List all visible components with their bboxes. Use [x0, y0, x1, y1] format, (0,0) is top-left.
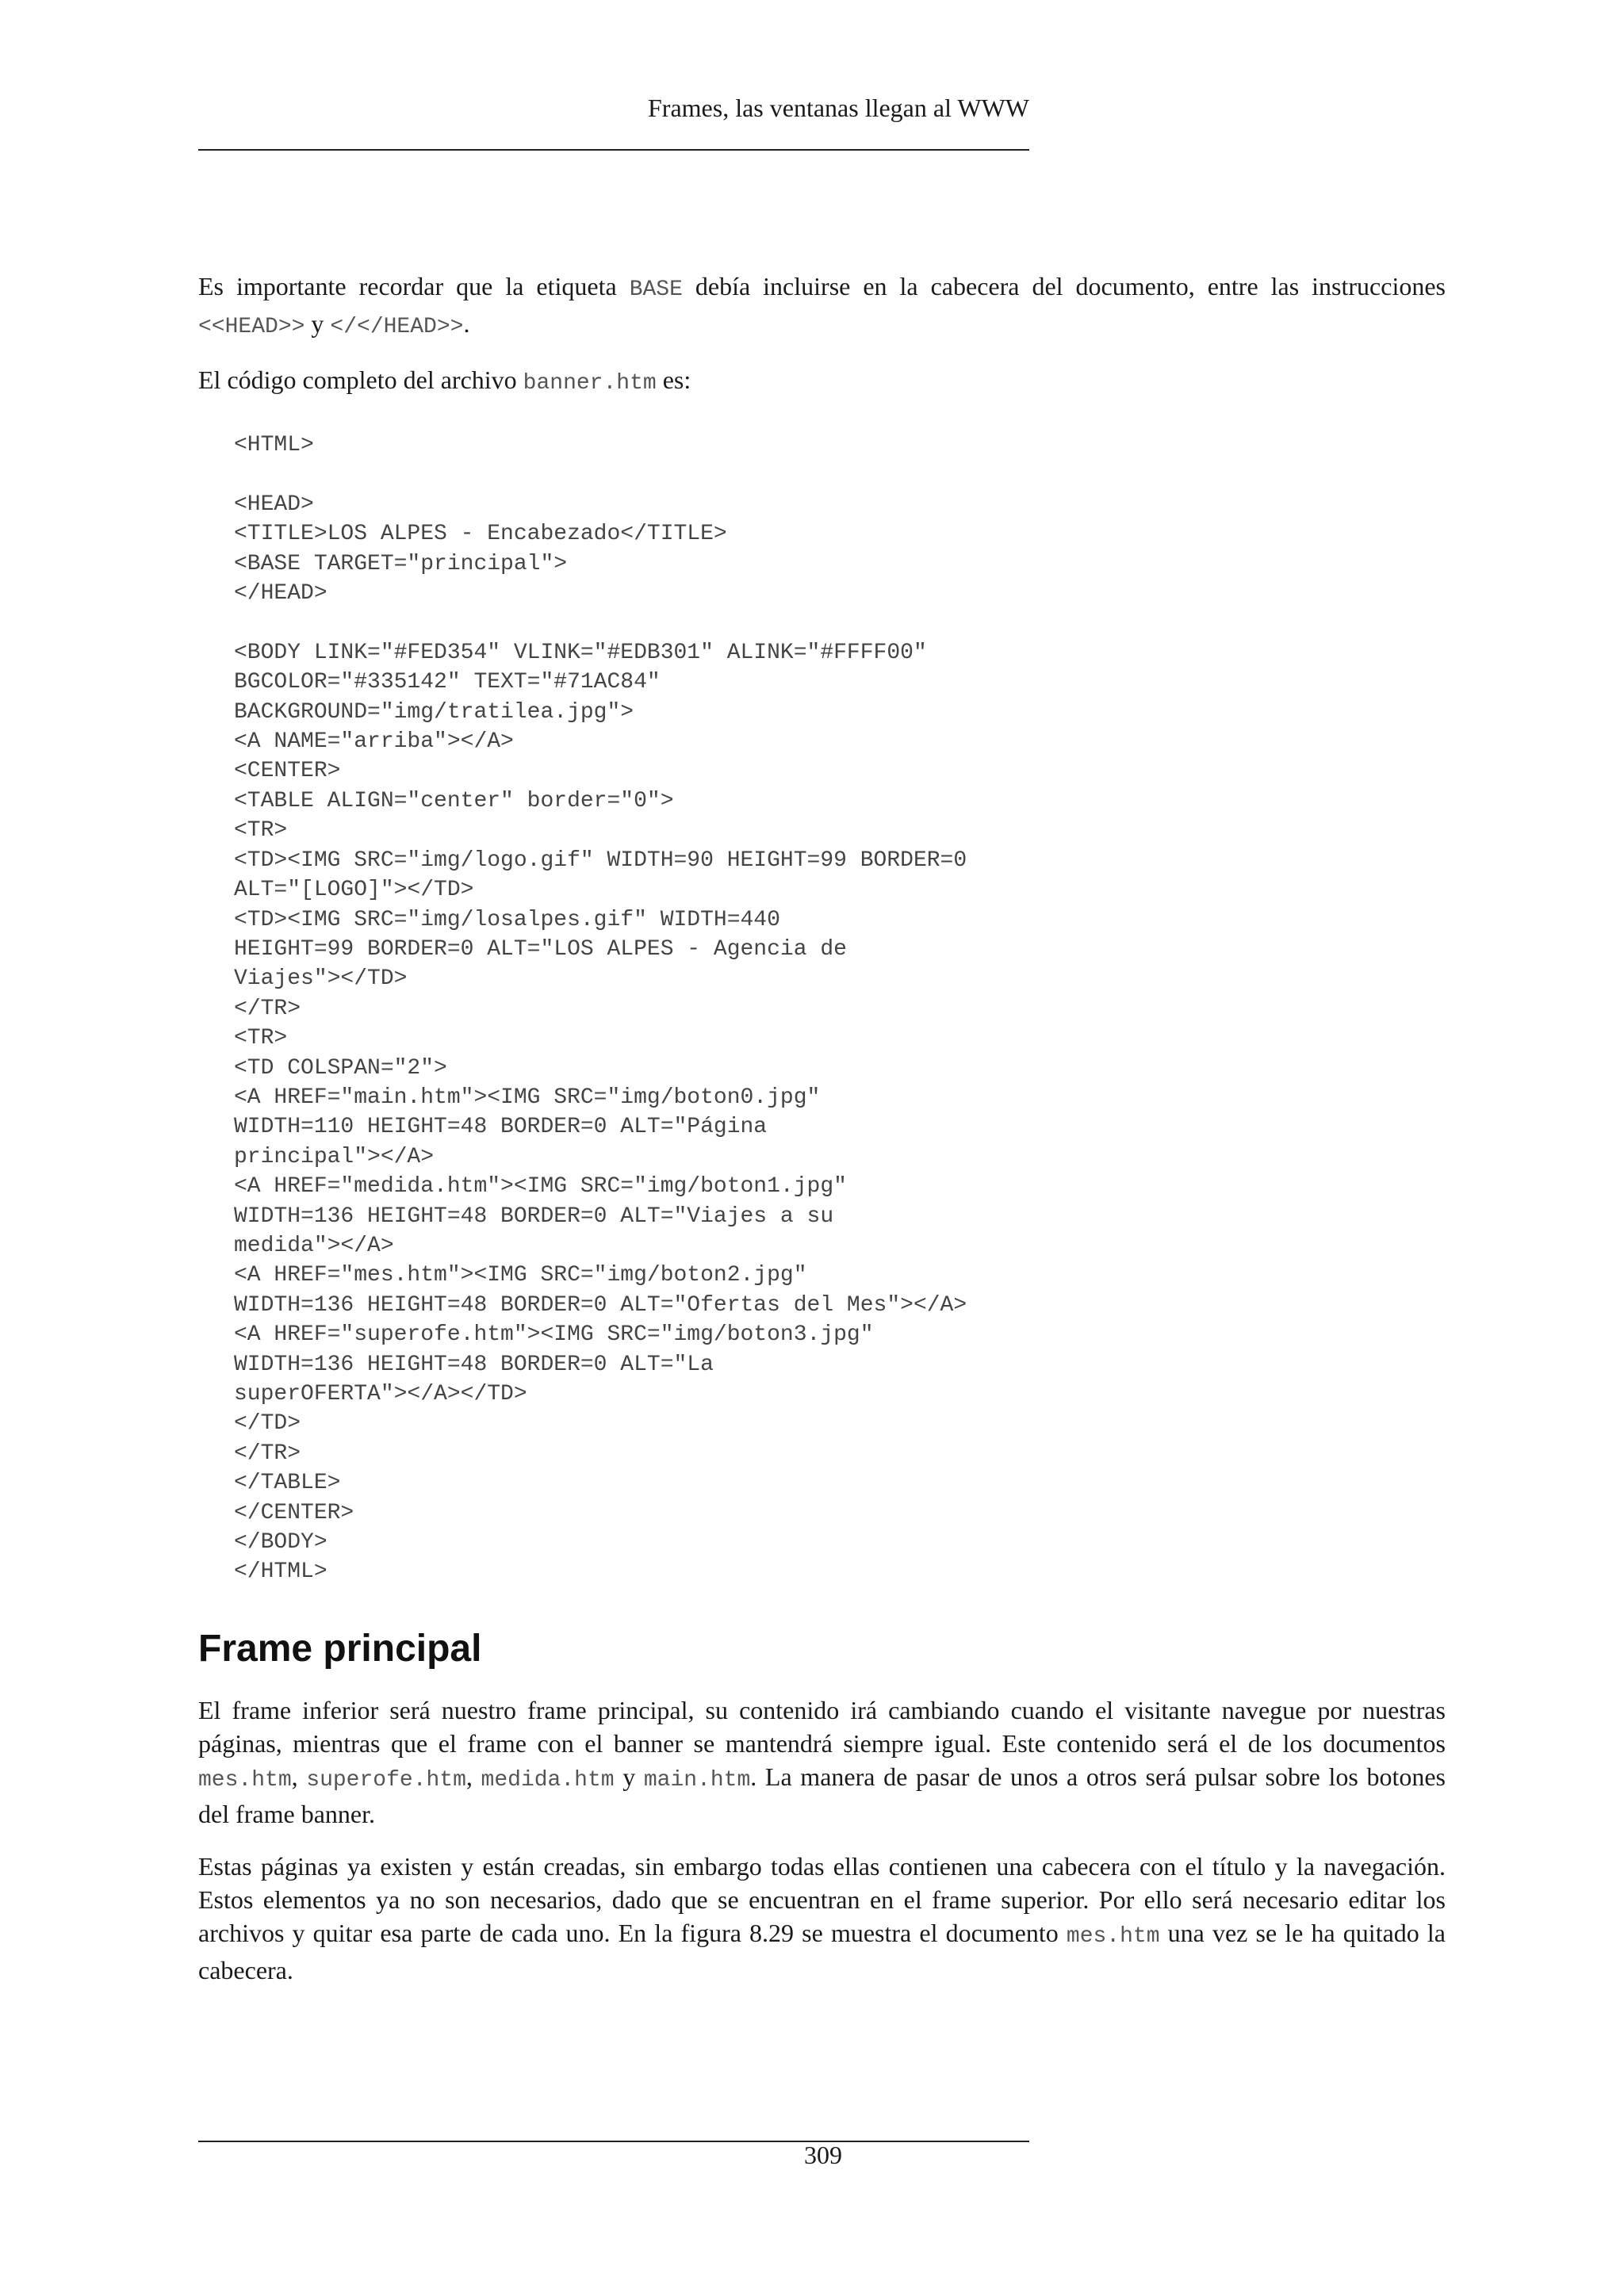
running-header: Frames, las ventanas llegan al WWW — [647, 94, 1029, 122]
text-run: Es importante recordar que la etiqueta — [198, 272, 630, 300]
text-run: y — [614, 1762, 644, 1791]
code-listing-banner: <HTML> <HEAD> <TITLE>LOS ALPES - Encabezado</TITLE> <BASE TARGET="principal"> </HEAD> <BODY LINK="#FED354" VLINK="#EDB301" ALINK="#FFFF00" BGCOLOR="#335142" TEXT="#71AC84" BACKGROUND="img/tratilea.jpg"> <A NAME="arriba"></A> <CENTER> <TABLE ALIGN="center" border="0"> <TR> <TD><IMG SRC="img/logo.gif" WIDTH=90 HEIGHT=99 BORDER=0 ALT="[LOGO]"></TD> <TD><IMG SRC="img/losalpes.gif" WIDTH=440 HEIGHT=99 BORDER=0 ALT="LOS ALPES - Agencia de Viajes"></TD> </TR> <TR> <TD COLSPAN="2"> <A HREF="main.htm"><IMG SRC="img/boton0.jpg" WIDTH=110 HEIGHT=48 BORDER=0 ALT="Página principal"></A> <A HREF="medida.htm"><IMG SRC="img/boton1.jpg" WIDTH=136 HEIGHT=48 BORDER=0 ALT="Viajes a su medida"></A> <A HREF="mes.htm"><IMG SRC="img/boton2.jpg" WIDTH=136 HEIGHT=48 BORDER=0 ALT="Ofertas del Mes"></A> <A HREF="superofe.htm"><IMG SRC="img/boton3.jpg" WIDTH=136 HEIGHT=48 BORDER=0 ALT="La superOFERTA"></A></TD> </TD> </TR> </TABLE> </CENTER> </BODY> </HTML> — [234, 433, 967, 1585]
text-run: El frame inferior será nuestro frame principal, su contenido irá cambiando cuando el visitante navegue por nuestras páginas, mientras que el frame con el banner se mantendrá siempre igual. Este contenido será el de los documentos — [198, 1695, 1446, 1758]
inline-code-head-close: </</HEAD>> — [330, 315, 464, 339]
text-run: Estas páginas ya existen y están creadas, sin embargo todas ellas contienen una cabecera con el título y la navegación. Estos elementos ya no son necesarios, dado que se encuentran en el frame superior. Por ello será necesario editar los archivos y quitar esa parte de cada uno. En la figura 8.29 se muestra el documento — [198, 1851, 1446, 1947]
inline-code-mes-2: mes.htm — [1066, 1923, 1160, 1949]
header-rule — [198, 149, 1029, 151]
intro-paragraph-base — [198, 270, 1446, 344]
text-run: El código completo del archivo — [198, 365, 523, 394]
intro-paragraph-banner — [198, 363, 1446, 400]
inline-code-head-open: <<HEAD>> — [198, 315, 305, 339]
inline-code-superofe: superofe.htm — [306, 1767, 466, 1793]
text-run: , — [465, 1762, 481, 1791]
inline-code-medida: medida.htm — [481, 1767, 615, 1793]
page-number-text: 309 — [804, 2141, 842, 2169]
inline-code-banner-file: banner.htm — [523, 371, 657, 396]
text-run: es: — [656, 365, 691, 394]
text-run: y — [304, 309, 331, 338]
text-run: . La manera de pasar de unos a otros será pulsar sobre los botones del frame banner. — [198, 1762, 1446, 1828]
page-number — [198, 2139, 1029, 2171]
section-heading: Frame principal — [198, 1627, 482, 1670]
page-content — [198, 270, 1446, 2006]
inline-code-base: BASE — [629, 277, 683, 302]
inline-code-main: main.htm — [643, 1767, 751, 1793]
text-run: , — [291, 1762, 307, 1791]
section-paragraph-2 — [198, 1850, 1446, 1987]
text-run: una vez se le ha quitado la cabecera. — [198, 1918, 1446, 1984]
inline-code-mes: mes.htm — [198, 1767, 292, 1793]
section-paragraph-1 — [198, 1693, 1446, 1831]
text-run: . — [463, 309, 470, 338]
text-run: debía incluirse en la cabecera del documento, entre las instrucciones — [682, 272, 1446, 300]
